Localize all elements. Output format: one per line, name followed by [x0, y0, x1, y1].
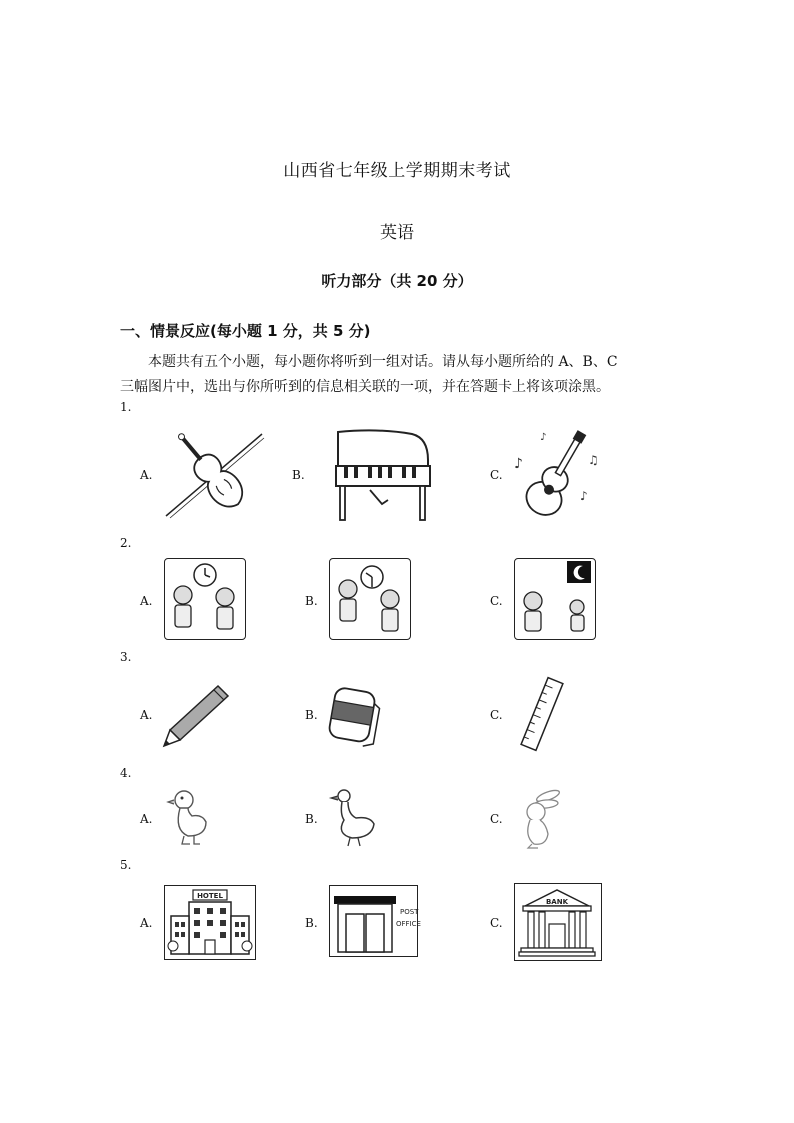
kids-clock-icon [164, 558, 246, 640]
option-label-4b: B. [305, 812, 318, 826]
option-label-2b: B. [305, 594, 318, 608]
question-number-4: 4. [120, 766, 132, 780]
rabbit-icon [516, 788, 564, 850]
svg-text:♪: ♪ [540, 432, 547, 443]
part-title: 听力部分（共 20 分） [321, 272, 473, 290]
option-label-2c: C. [490, 594, 503, 608]
hotel-sign: HOTEL [197, 892, 223, 900]
kids-clock-icon [329, 558, 411, 640]
option-label-1c: C. [490, 468, 503, 482]
duck-icon [168, 786, 210, 848]
ruler-icon [512, 676, 572, 752]
violin-icon [162, 430, 268, 522]
bank-icon [514, 883, 602, 961]
post-office-sign-line2: OFFICE [396, 920, 421, 928]
post-office-icon [329, 885, 421, 957]
option-label-3c: C. [490, 708, 503, 722]
post-office-sign-line1: POST [400, 908, 419, 916]
option-label-5b: B. [305, 916, 318, 930]
section-heading: 一、情景反应(每小题 1 分，共 5 分) [120, 322, 371, 340]
option-label-4a: A. [140, 812, 153, 826]
svg-text:♪: ♪ [514, 456, 523, 472]
guitar-icon [510, 428, 602, 522]
question-number-2: 2. [120, 536, 132, 550]
hotel-icon [164, 885, 256, 960]
svg-text:♫: ♫ [588, 453, 599, 467]
instructions [120, 350, 680, 400]
option-label-1b: B. [292, 468, 305, 482]
option-label-3b: B. [305, 708, 318, 722]
question-number-3: 3. [120, 650, 132, 664]
option-label-5c: C. [490, 916, 503, 930]
option-label-5a: A. [140, 916, 153, 930]
instruction-line-2: 三幅图片中，选出与你所听到的信息相关联的一项，并在答题卡上将该项涂黑。 [120, 379, 610, 395]
option-label-3a: A. [140, 708, 153, 722]
eraser-icon [322, 682, 384, 748]
option-label-2a: A. [140, 594, 153, 608]
instruction-line-1: 本题共有五个小题，每小题你将听到一组对话。请从每小题所给的 A、B、C [148, 354, 618, 370]
subject-title: 英语 [380, 223, 414, 243]
option-label-1a: A. [140, 468, 153, 482]
goose-icon [330, 786, 376, 848]
piano-icon [316, 424, 440, 524]
option-label-4c: C. [490, 812, 503, 826]
kids-night-icon [514, 558, 596, 640]
bank-sign: BANK [545, 898, 569, 906]
question-number-5: 5. [120, 858, 132, 872]
question-number-1: 1. [120, 400, 132, 414]
svg-text:♪: ♪ [580, 489, 588, 503]
exam-title: 山西省七年级上学期期末考试 [283, 161, 511, 181]
pencil-icon [160, 682, 232, 748]
